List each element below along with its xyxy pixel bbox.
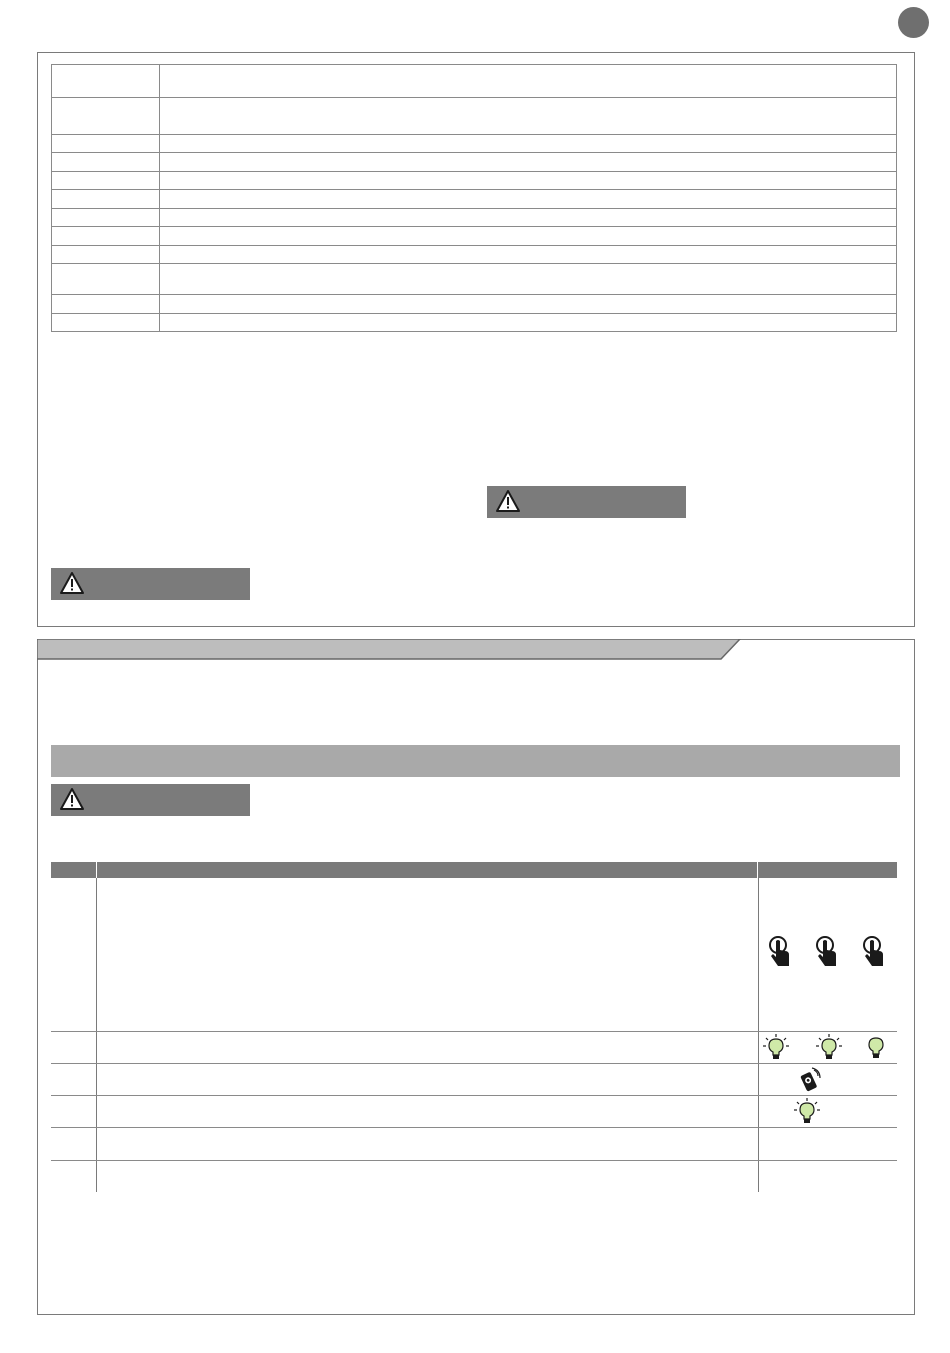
table-row-divider [51,1127,897,1128]
spec-label-cell [52,246,160,264]
table-row [52,98,897,135]
press-button-icon [765,935,795,969]
table-row-divider [51,1063,897,1064]
table-row [52,295,897,314]
spec-label-cell [52,135,160,153]
spec-value-cell [160,172,897,190]
spec-value-cell [160,227,897,246]
technical-data-table [51,64,897,332]
table-row [52,314,897,332]
spec-label-cell [52,209,160,227]
warning-triangle-icon [59,571,85,595]
spec-label-cell [52,98,160,135]
table-row [52,227,897,246]
spec-value-cell [160,98,897,135]
spec-value-cell [160,135,897,153]
spec-label-cell [52,227,160,246]
programming-section [37,639,915,1315]
spec-label-cell [52,172,160,190]
spec-value-cell [160,153,897,172]
light-bulb-on-icon [762,1033,790,1061]
column-divider [96,878,97,1192]
warning-box [51,784,250,816]
procedure-table-header [51,862,897,878]
table-row [52,190,897,209]
table-row [52,65,897,98]
table-row-divider [51,1160,897,1161]
table-row [52,153,897,172]
spec-value-cell [160,209,897,227]
section-heading-banner [37,639,741,660]
table-row [52,135,897,153]
spec-label-cell [52,190,160,209]
spec-label-cell [52,295,160,314]
warning-triangle-icon [495,489,521,513]
page-number-marker [898,7,929,38]
spec-value-cell [160,190,897,209]
spec-value-cell [160,295,897,314]
warning-box [487,486,686,518]
light-bulb-on-icon [793,1097,821,1125]
spec-value-cell [160,246,897,264]
light-bulb-off-icon [864,1035,888,1061]
table-row [52,172,897,190]
spec-label-cell [52,264,160,295]
table-row [52,209,897,227]
spec-value-cell [160,264,897,295]
column-divider [758,878,759,1192]
press-button-icon [859,935,889,969]
subsection-heading-bar [51,745,900,777]
table-row-divider [51,1095,897,1096]
table-row-divider [51,1031,897,1032]
spec-value-cell [160,314,897,332]
warning-box [51,568,250,600]
remote-control-icon [797,1067,821,1093]
table-row [52,246,897,264]
spec-label-cell [52,153,160,172]
spec-value-cell [160,65,897,98]
spec-label-cell [52,65,160,98]
light-bulb-on-icon [815,1033,843,1061]
table-row [52,264,897,295]
spec-label-cell [52,314,160,332]
warning-triangle-icon [59,787,85,811]
press-button-icon [812,935,842,969]
